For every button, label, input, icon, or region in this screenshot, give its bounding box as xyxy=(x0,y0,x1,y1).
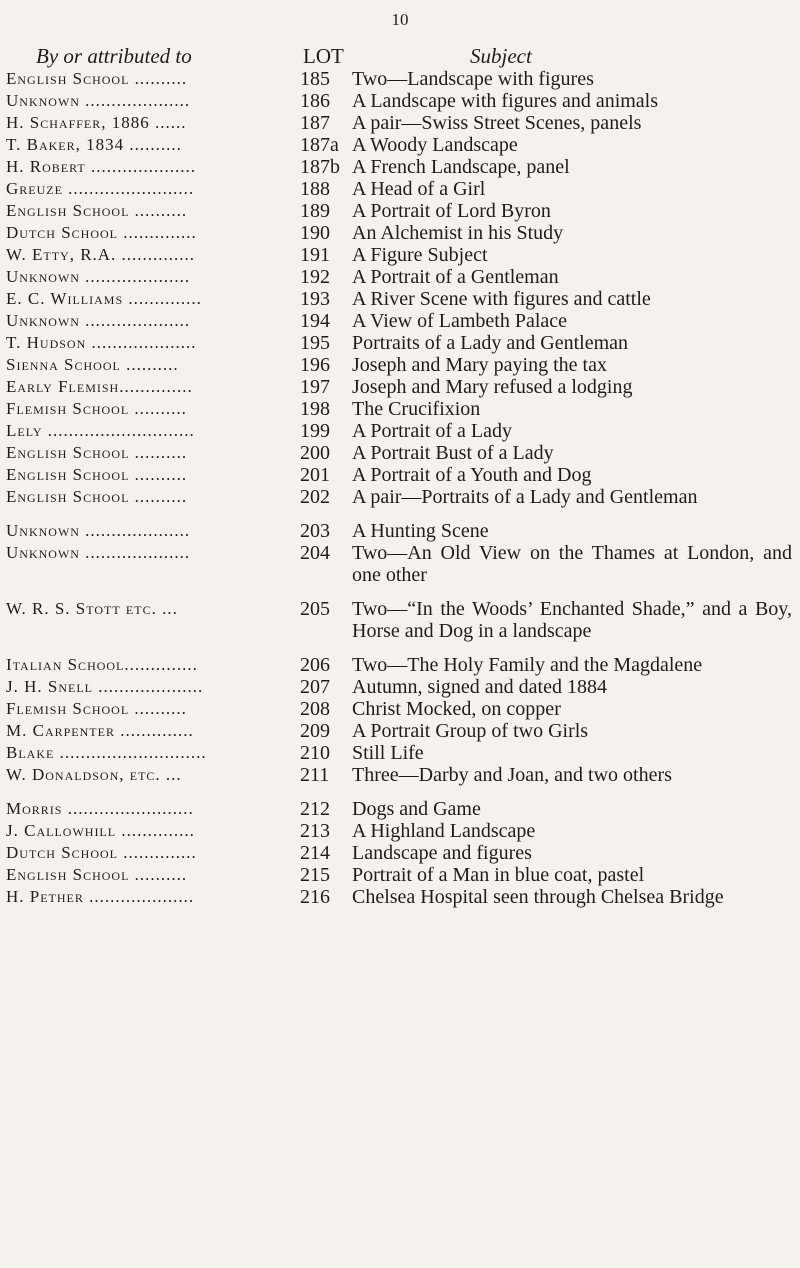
artist-name: English School .......... xyxy=(6,201,188,220)
lot-number: 201 xyxy=(300,464,330,486)
subject-text: A pair—Portraits of a Lady and Gentleman xyxy=(352,486,698,508)
lot-number: 198 xyxy=(300,398,330,420)
artist-name: J. H. Snell .................... xyxy=(6,677,204,696)
subject-text: Dogs and Game xyxy=(352,798,481,820)
header-artist: By or attributed to xyxy=(36,44,192,68)
catalogue-row xyxy=(0,676,800,698)
artist-name: Dutch School .............. xyxy=(6,843,197,862)
lot-number: 188 xyxy=(300,178,330,200)
subject-text: Two—Landscape with figures xyxy=(352,68,594,90)
lot-number: 196 xyxy=(300,354,330,376)
subject-text: Still Life xyxy=(352,742,424,764)
catalogue-row xyxy=(0,354,800,376)
catalogue-row xyxy=(0,244,800,266)
row-spacer xyxy=(0,786,800,798)
artist-name: Flemish School .......... xyxy=(6,699,187,718)
subject-text: The Crucifixion xyxy=(352,398,481,420)
catalogue-row xyxy=(0,764,800,786)
catalogue-row xyxy=(0,90,800,112)
subject-text: Portrait of a Man in blue coat, pastel xyxy=(352,864,645,886)
artist-name: W. R. S. Stott etc. ... xyxy=(6,599,178,618)
catalogue-row xyxy=(0,464,800,486)
subject-text: Landscape and figures xyxy=(352,842,532,864)
catalogue-row xyxy=(0,864,800,886)
catalogue-row xyxy=(0,222,800,244)
catalogue-row xyxy=(0,200,800,222)
subject-text: A Portrait of Lord Byron xyxy=(352,200,551,222)
artist-name: Blake ............................ xyxy=(6,743,207,762)
subject-text: An Alchemist in his Study xyxy=(352,222,564,244)
catalogue-row xyxy=(0,420,800,442)
catalogue-row xyxy=(0,288,800,310)
lot-number: 215 xyxy=(300,864,330,886)
artist-name: English School .......... xyxy=(6,69,188,88)
lot-number: 187b xyxy=(300,156,340,178)
catalogue-row xyxy=(0,886,800,908)
artist-name: Greuze ........................ xyxy=(6,179,195,198)
lot-number: 214 xyxy=(300,842,330,864)
lot-number: 189 xyxy=(300,200,330,222)
catalogue-row xyxy=(0,178,800,200)
subject-text: A Woody Landscape xyxy=(352,134,518,156)
lot-number: 207 xyxy=(300,676,330,698)
row-spacer xyxy=(0,642,800,654)
catalogue-row xyxy=(0,542,800,586)
lot-number: 192 xyxy=(300,266,330,288)
artist-name: T. Baker, 1834 .......... xyxy=(6,135,182,154)
lot-number: 209 xyxy=(300,720,330,742)
subject-text: A French Landscape, panel xyxy=(352,156,570,178)
artist-name: J. Callowhill .............. xyxy=(6,821,195,840)
artist-name: Unknown .................... xyxy=(6,521,191,540)
subject-text: A River Scene with figures and cattle xyxy=(352,288,651,310)
catalogue-row xyxy=(0,698,800,720)
catalogue-row xyxy=(0,332,800,354)
artist-name: Unknown .................... xyxy=(6,543,191,562)
subject-text: A Portrait of a Gentleman xyxy=(352,266,559,288)
artist-name: Dutch School .............. xyxy=(6,223,197,242)
header-subject: Subject xyxy=(470,44,532,68)
artist-name: E. C. Williams .............. xyxy=(6,289,202,308)
lot-number: 194 xyxy=(300,310,330,332)
lot-number: 213 xyxy=(300,820,330,842)
lot-number: 203 xyxy=(300,520,330,542)
row-spacer xyxy=(0,586,800,598)
artist-name: Early Flemish.............. xyxy=(6,377,193,396)
lot-number: 210 xyxy=(300,742,330,764)
lot-number: 204 xyxy=(300,542,330,564)
artist-name: Lely ............................ xyxy=(6,421,195,440)
lot-number: 197 xyxy=(300,376,330,398)
subject-text: Autumn, signed and dated 1884 xyxy=(352,676,607,698)
lot-number: 205 xyxy=(300,598,330,620)
catalogue-row xyxy=(0,598,800,642)
catalogue-row xyxy=(0,156,800,178)
artist-name: English School .......... xyxy=(6,443,188,462)
subject-text: A Head of a Girl xyxy=(352,178,486,200)
header-lot: LOT xyxy=(303,44,344,68)
catalogue-row xyxy=(0,520,800,542)
subject-text: Two—The Holy Family and the Magdalene xyxy=(352,654,703,676)
subject-text: A Portrait of a Lady xyxy=(352,420,512,442)
lot-number: 193 xyxy=(300,288,330,310)
catalogue-row xyxy=(0,798,800,820)
catalogue-row xyxy=(0,720,800,742)
subject-text: A Hunting Scene xyxy=(352,520,489,542)
catalogue-list xyxy=(0,68,800,908)
artist-name: Unknown .................... xyxy=(6,91,191,110)
lot-number: 202 xyxy=(300,486,330,508)
catalogue-row xyxy=(0,486,800,508)
catalogue-row xyxy=(0,842,800,864)
artist-name: Unknown .................... xyxy=(6,311,191,330)
subject-text: A Figure Subject xyxy=(352,244,488,266)
subject-text: Chelsea Hospital seen through Chelsea Bridge xyxy=(352,886,724,908)
subject-text: Two—An Old View on the Thames at London, and one other xyxy=(352,542,792,586)
subject-text: Portraits of a Lady and Gentleman xyxy=(352,332,629,354)
lot-number: 185 xyxy=(300,68,330,90)
column-headers xyxy=(0,44,800,68)
lot-number: 206 xyxy=(300,654,330,676)
catalogue-row xyxy=(0,68,800,90)
artist-name: H. Schaffer, 1886 ...... xyxy=(6,113,187,132)
lot-number: 216 xyxy=(300,886,330,908)
catalogue-row xyxy=(0,112,800,134)
artist-name: English School .......... xyxy=(6,465,188,484)
lot-number: 195 xyxy=(300,332,330,354)
lot-number: 200 xyxy=(300,442,330,464)
subject-text: A Landscape with figures and animals xyxy=(352,90,659,112)
catalogue-row xyxy=(0,742,800,764)
subject-text: Three—Darby and Joan, and two others xyxy=(352,764,672,786)
artist-name: W. Donaldson, etc. ... xyxy=(6,765,182,784)
catalogue-row xyxy=(0,266,800,288)
artist-name: H. Robert .................... xyxy=(6,157,196,176)
lot-number: 187a xyxy=(300,134,339,156)
subject-text: A pair—Swiss Street Scenes, panels xyxy=(352,112,642,134)
subject-text: A Portrait of a Youth and Dog xyxy=(352,464,592,486)
catalogue-row xyxy=(0,654,800,676)
lot-number: 186 xyxy=(300,90,330,112)
subject-text: Joseph and Mary refused a lodging xyxy=(352,376,633,398)
artist-name: English School .......... xyxy=(6,865,188,884)
lot-number: 199 xyxy=(300,420,330,442)
lot-number: 187 xyxy=(300,112,330,134)
artist-name: W. Etty, R.A. .............. xyxy=(6,245,196,264)
subject-text: Christ Mocked, on copper xyxy=(352,698,561,720)
catalogue-row xyxy=(0,398,800,420)
catalogue-row xyxy=(0,134,800,156)
subject-text: A Highland Landscape xyxy=(352,820,536,842)
page-number: 10 xyxy=(391,10,409,29)
artist-name: M. Carpenter .............. xyxy=(6,721,194,740)
artist-name: Sienna School .......... xyxy=(6,355,179,374)
catalogue-row xyxy=(0,310,800,332)
artist-name: Morris ........................ xyxy=(6,799,194,818)
lot-number: 212 xyxy=(300,798,330,820)
subject-text: Two—“In the Woods’ Enchanted Shade,” and a Boy, Horse and Dog in a landscape xyxy=(352,598,792,642)
artist-name: Flemish School .......... xyxy=(6,399,187,418)
lot-number: 211 xyxy=(300,764,330,786)
lot-number: 208 xyxy=(300,698,330,720)
subject-text: A View of Lambeth Palace xyxy=(352,310,568,332)
catalogue-row xyxy=(0,376,800,398)
artist-name: H. Pether .................... xyxy=(6,887,195,906)
artist-name: T. Hudson .................... xyxy=(6,333,197,352)
subject-text: A Portrait Group of two Girls xyxy=(352,720,589,742)
row-spacer xyxy=(0,508,800,520)
subject-text: A Portrait Bust of a Lady xyxy=(352,442,554,464)
artist-name: Unknown .................... xyxy=(6,267,191,286)
subject-text: Joseph and Mary paying the tax xyxy=(352,354,607,376)
catalogue-row xyxy=(0,442,800,464)
artist-name: English School .......... xyxy=(6,487,188,506)
catalogue-row xyxy=(0,820,800,842)
lot-number: 191 xyxy=(300,244,330,266)
lot-number: 190 xyxy=(300,222,330,244)
artist-name: Italian School.............. xyxy=(6,655,198,674)
